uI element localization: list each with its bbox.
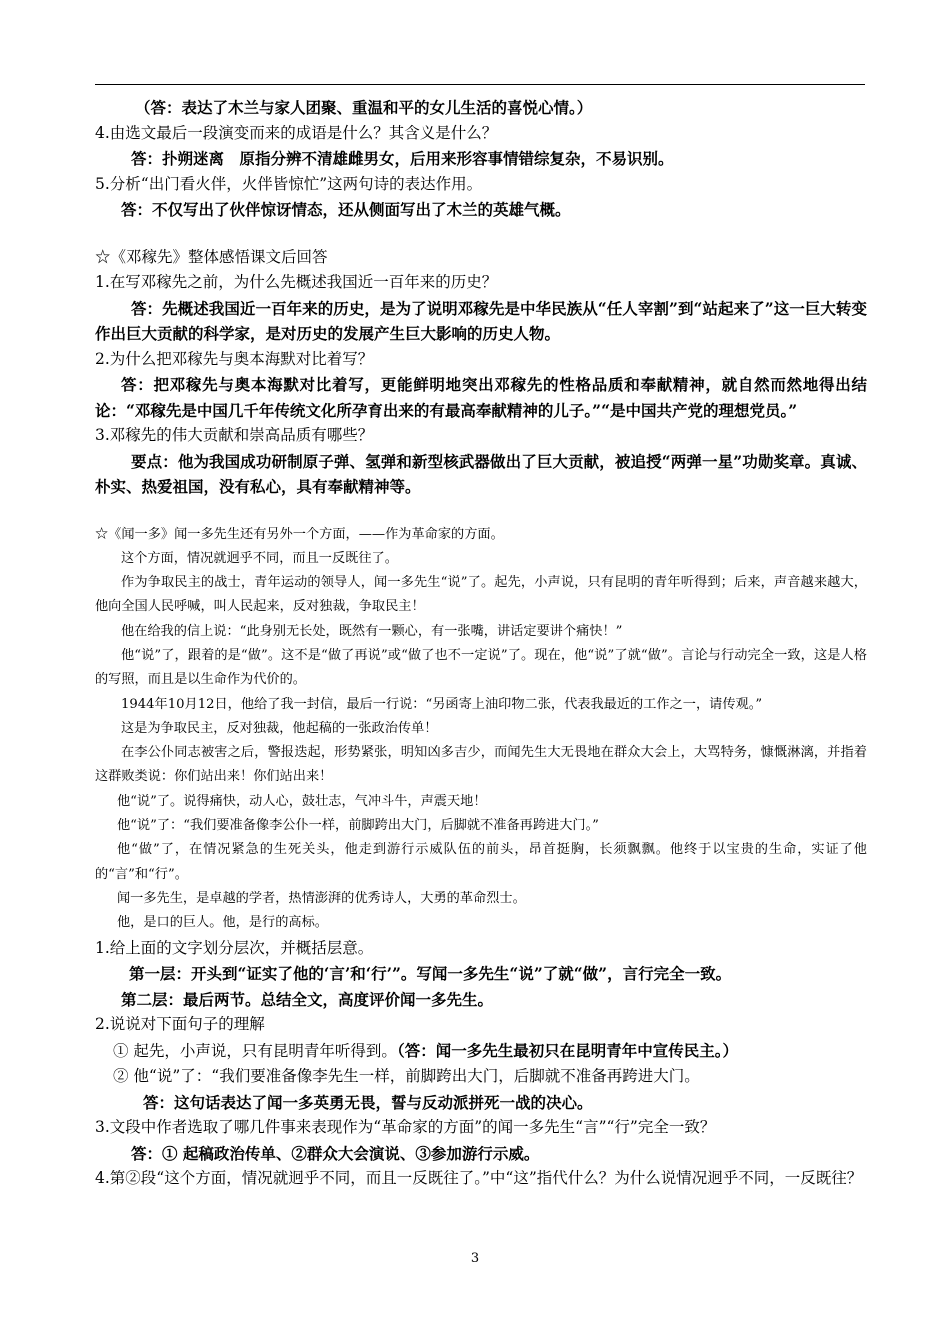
deng-q3: 3.邓稼先的伟大贡献和崇高品质有哪些？: [95, 426, 374, 444]
spacer: [95, 500, 867, 523]
wen-q3: 3.文段中作者选取了哪几件事来表现作为“革命家的方面”的闻一多先生“言”“行”完全一致？: [95, 1118, 716, 1137]
document-page: [95, 95, 867, 1192]
wen-q1: 1.给上面的文字划分层次，并概括层意。: [95, 938, 374, 957]
wen-paragraph: 这是为争取民主，反对独裁，他起稿的一张政治传单！: [121, 720, 438, 736]
intro-line: 答：扑朔迷离 原指分辨不清雄雌男女，后用来形容事情错综复杂，不易识别。: [131, 149, 674, 168]
deng-a2: 答：把邓稼先与奥本海默对比着写，更能鲜明地突出邓稼先的性格品质和奉献精神，就自然而然地得出结论：“邓稼先是中国几千年传统文化所孕育出来的有最高奉献精神的儿子。”“是中国共产党的理想党员。”: [95, 375, 867, 420]
wen-paragraph: 在李公仆同志被害之后，警报迭起，形势紧张，明知凶多吉少，而闻先生大无畏地在群众大会上，大骂特务，慷慨淋漓，并指着这群败类说：你们站出来！你们站出来！: [95, 745, 867, 785]
wen-paragraph: 他“做”了，在情况紧急的生死关头，他走到游行示威队伍的前头，昂首挺胸，长须飘飘。他终于以宝贵的生命，实证了他的“言”和“行”。: [95, 842, 867, 882]
wen-header: ☆《闻一多》闻一多先生还有另外一个方面，——作为革命家的方面。: [95, 526, 504, 542]
wen-paragraph: 闻一多先生，是卓越的学者，热情澎湃的优秀诗人，大勇的革命烈士。: [117, 890, 526, 906]
intro-section: [95, 95, 867, 223]
wen-section: [95, 523, 867, 1192]
wen-q2-item1-text: ① 起先，小声说，只有昆明青年听得到。: [113, 1041, 397, 1060]
wen-a1-layer2: 第二层：最后两节。总结全文，高度评价闻一多先生。: [121, 989, 494, 1009]
deng-a3: 要点：他为我国成功研制原子弹、氢弹和新型核武器做出了巨大贡献，被追授“两弹一星”功勋奖章。真诚、朴实、热爱祖国，没有私心，具有奉献精神等。: [95, 451, 867, 496]
intro-line: 5.分析“出门看火伴，火伴皆惊忙”这两句诗的表达作用。: [95, 174, 483, 193]
intro-line: 4.由选文最后一段演变而来的成语是什么？其含义是什么？: [95, 123, 498, 142]
page-number: 3: [470, 1251, 480, 1266]
spacer: [95, 223, 867, 245]
wen-paragraph: 他“说”了。说得痛快，动人心，鼓壮志，气冲斗牛，声震天地！: [117, 793, 487, 809]
deng-q2: 2.为什么把邓稼先与奥本海默对比着写？: [95, 349, 374, 368]
wen-paragraph: 他“说”了：“我们要准备像李公仆一样，前脚跨出大门，后脚就不准备再跨进大门。”: [117, 818, 599, 834]
wen-paragraph: 他在给我的信上说：“此身别无长处，既然有一颗心，有一张嘴，讲话定要讲个痛快！”: [121, 623, 623, 639]
wen-paragraph: 这个方面，情况就迥乎不同，而且一反既往了。: [121, 550, 398, 566]
wen-a1-layer1: 第一层：开头到“证实了他的‘言’和‘行’”。写闻一多先生“说”了就“做”，言行完全一致。: [129, 964, 732, 984]
wen-paragraph: 1944年10月12日，他给了我一封信，最后一行说：“另函寄上油印物二张，代表我最近的工作之一，请传观。”: [121, 696, 763, 712]
wen-q4: 4.第②段“这个方面，情况就迥乎不同，而且一反既往了。”中“这”指代什么？为什么说情况迥乎不同，一反既往？: [95, 1169, 863, 1188]
wen-q2-item2: ② 他“说”了：“我们要准备像李先生一样，前脚跨出大门，后脚就不准备再跨进大门。: [113, 1067, 700, 1086]
header-rule: [95, 84, 865, 85]
wen-q2-item1-answer: （答：闻一多先生最初只在昆明青年中宣传民主。）: [396, 1040, 738, 1060]
wen-q2: 2.说说对下面句子的理解: [95, 1015, 265, 1034]
deng-section: [95, 245, 867, 500]
intro-line: 答：不仅写出了伙伴惊讶情态，还从侧面写出了木兰的英雄气概。: [121, 200, 571, 219]
wen-paragraph: 他“说”了，跟着的是“做”。这不是“做了再说”或“做了也不一定说”了。现在，他“说”了就“做”。言论与行动完全一致，这是人格的写照，而且是以生命作为代价的。: [95, 647, 867, 688]
wen-q2-item2-answer: 答：这句话表达了闻一多英勇无畏，誓与反动派拼死一战的决心。: [143, 1092, 593, 1112]
wen-paragraph: 作为争取民主的战士，青年运动的领导人，闻一多先生“说”了。起先，小声说，只有昆明的青年听得到；后来，声音越来越大，他向全国人民呼喊，叫人民起来，反对独裁，争取民主！: [95, 575, 867, 615]
wen-paragraph: 他，是口的巨人。他，是行的高标。: [117, 915, 328, 931]
deng-q1: 1.在写邓稼先之前，为什么先概述我国近一百年来的历史？: [95, 273, 498, 291]
wen-a3: 答：① 起稿政治传单、②群众大会演说、③参加游行示威。: [131, 1143, 540, 1163]
deng-a1: 答：先概述我国近一百年来的历史，是为了说明邓稼先是中华民族从“任人宰割”到“站起来了”这一巨大转变作出巨大贡献的科学家，是对历史的发展产生巨大影响的历史人物。: [95, 298, 867, 343]
deng-header: ☆《邓稼先》整体感悟课文后回答: [95, 247, 328, 266]
intro-line: （答：表达了木兰与家人团聚、重温和平的女儿生活的喜悦心情。）: [135, 98, 593, 117]
wen-q2-item1: [95, 1038, 867, 1065]
